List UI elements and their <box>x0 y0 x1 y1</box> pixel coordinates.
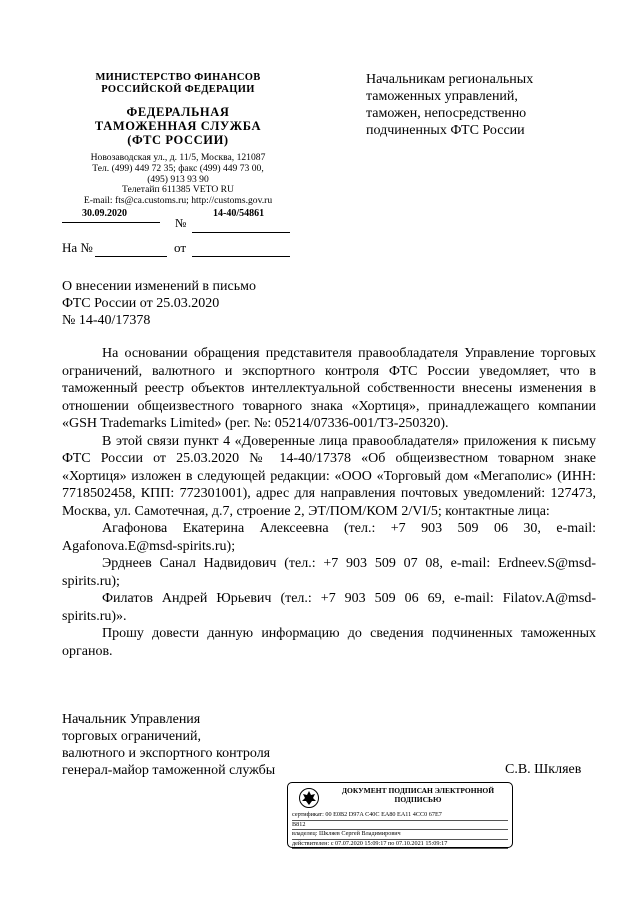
signature-line-4: генерал-майор таможенной службы <box>62 763 276 778</box>
stamp-certificate-2: B812 <box>292 821 508 831</box>
letterhead-phone: Тел. (499) 449 72 35; факс (499) 449 73 00, <box>92 162 264 174</box>
signature-block <box>62 711 322 779</box>
stamp-owner: владелец: Шкляев Сергей Владимирович <box>292 830 508 840</box>
body-paragraph-2: В этой связи пункт 4 «Доверенные лица правообладателя» приложения к письму ФТС России от 25.03.2020 № 14-40/17378 «Об общеизвестном товарном знаке «Хортиця» изложен в следующей редакции: «ООО «Торговый дом «Мегаполис» (ИНН: 7718502458, КПП: 772301001), адрес для направления почтовых уведомлений: 127473, Москва, ул. Самотечная, д.7, строение 2, ЭТ/ПОМ/КОМ 2/VI/5; контактные лица: <box>62 433 596 519</box>
signature-line-1: Начальник Управления <box>62 712 201 727</box>
ministry-header <box>62 72 294 96</box>
stamp-certificate: сертификат: 00 E0B2 D97A C40C EA80 EA11 4CC0 67E7 <box>292 811 508 821</box>
subject-line-2: ФТС России от 25.03.2020 <box>62 296 220 311</box>
reference-from-label: от <box>174 240 187 255</box>
addressee-line-2: таможенных управлений, <box>366 89 518 104</box>
letterhead-contacts <box>62 153 294 207</box>
agency-line-2: ТАМОЖЕННАЯ СЛУЖБА <box>94 119 262 133</box>
letterhead-address: Новозаводская ул., д. 11/5, Москва, 121087 <box>90 152 266 163</box>
number-underline <box>192 232 290 233</box>
ministry-line-2: РОССИЙСКОЙ ФЕДЕРАЦИИ <box>101 84 255 95</box>
letterhead-teletype: Телетайп 611385 VETO RU <box>122 184 234 196</box>
subject-block <box>62 278 322 329</box>
subject-line-1: О внесении изменений в письмо <box>62 279 256 294</box>
letterhead-email: E-mail: fts@ca.customs.ru; http://customs.gov.ru <box>83 195 273 207</box>
addressee-block <box>366 71 606 139</box>
signer-name: С.В. Шкляев <box>505 762 582 777</box>
stamp-title <box>328 786 508 804</box>
registration-number: 14-40/54861 <box>213 208 265 219</box>
ministry-line-1: МИНИСТЕРСТВО ФИНАНСОВ <box>95 72 261 83</box>
addressee-line-4: подчиненных ФТС России <box>366 123 525 138</box>
addressee-line-1: Начальникам региональных <box>366 72 534 87</box>
digital-signature-stamp <box>287 782 513 848</box>
body-paragraph-3: Агафонова Екатерина Алексеевна (тел.: +7 903 509 06 30, e-mail: Agafonova.E@msd-spirits.ru); <box>62 521 596 554</box>
letterhead-phone-2: (495) 913 93 90 <box>147 173 209 185</box>
registration-number-sign: № <box>175 216 187 230</box>
emblem-icon <box>298 787 320 809</box>
reference-date-underline <box>192 256 290 257</box>
body-paragraph-1: На основании обращения представителя правообладателя Управление торговых ограничений, валютного и экспортного контроля ФТС России уведомляет, что в таможенный реестр объектов интеллектуальной собственности внесены изменения в отношении общеизвестного товарного знака «Хортиця», принадлежащего компании «GSH Trademarks Limited» (рег. №: 05214/07336-001/ТЗ-250320). <box>62 346 596 431</box>
addressee-line-3: таможен, непосредственно <box>366 106 527 121</box>
stamp-validity: действителен: с 07.07.2020 15:09:17 по 07.10.2021 15:09:17 <box>292 840 508 850</box>
registration-date: 30.09.2020 <box>82 208 127 219</box>
letter-body <box>62 345 596 660</box>
body-paragraph-4: Эрднеев Санал Надвидович (тел.: +7 903 509 07 08, e-mail: Erdneev.S@msd-spirits.ru); <box>62 556 596 589</box>
stamp-details <box>292 811 508 849</box>
subject-line-3: № 14-40/17378 <box>62 313 151 328</box>
stamp-title-line-1: ДОКУМЕНТ ПОДПИСАН ЭЛЕКТРОННОЙ <box>341 786 495 795</box>
body-paragraph-6: Прошу довести данную информацию до сведения подчиненных таможенных органов. <box>62 626 596 659</box>
stamp-title-line-2: ПОДПИСЬЮ <box>394 795 442 804</box>
agency-line-1: ФЕДЕРАЛЬНАЯ <box>126 105 230 119</box>
agency-header <box>62 105 294 147</box>
agency-line-3: (ФТС РОССИИ) <box>127 133 229 147</box>
date-underline <box>62 222 160 223</box>
signature-line-2: торговых ограничений, <box>62 729 202 744</box>
signature-line-3: валютного и экспортного контроля <box>62 746 271 761</box>
reference-underline <box>95 256 167 257</box>
body-paragraph-5: Филатов Андрей Юрьевич (тел.: +7 903 509 06 69, e-mail: Filatov.A@msd-spirits.ru)». <box>62 591 596 624</box>
reference-label: На № <box>62 240 93 255</box>
